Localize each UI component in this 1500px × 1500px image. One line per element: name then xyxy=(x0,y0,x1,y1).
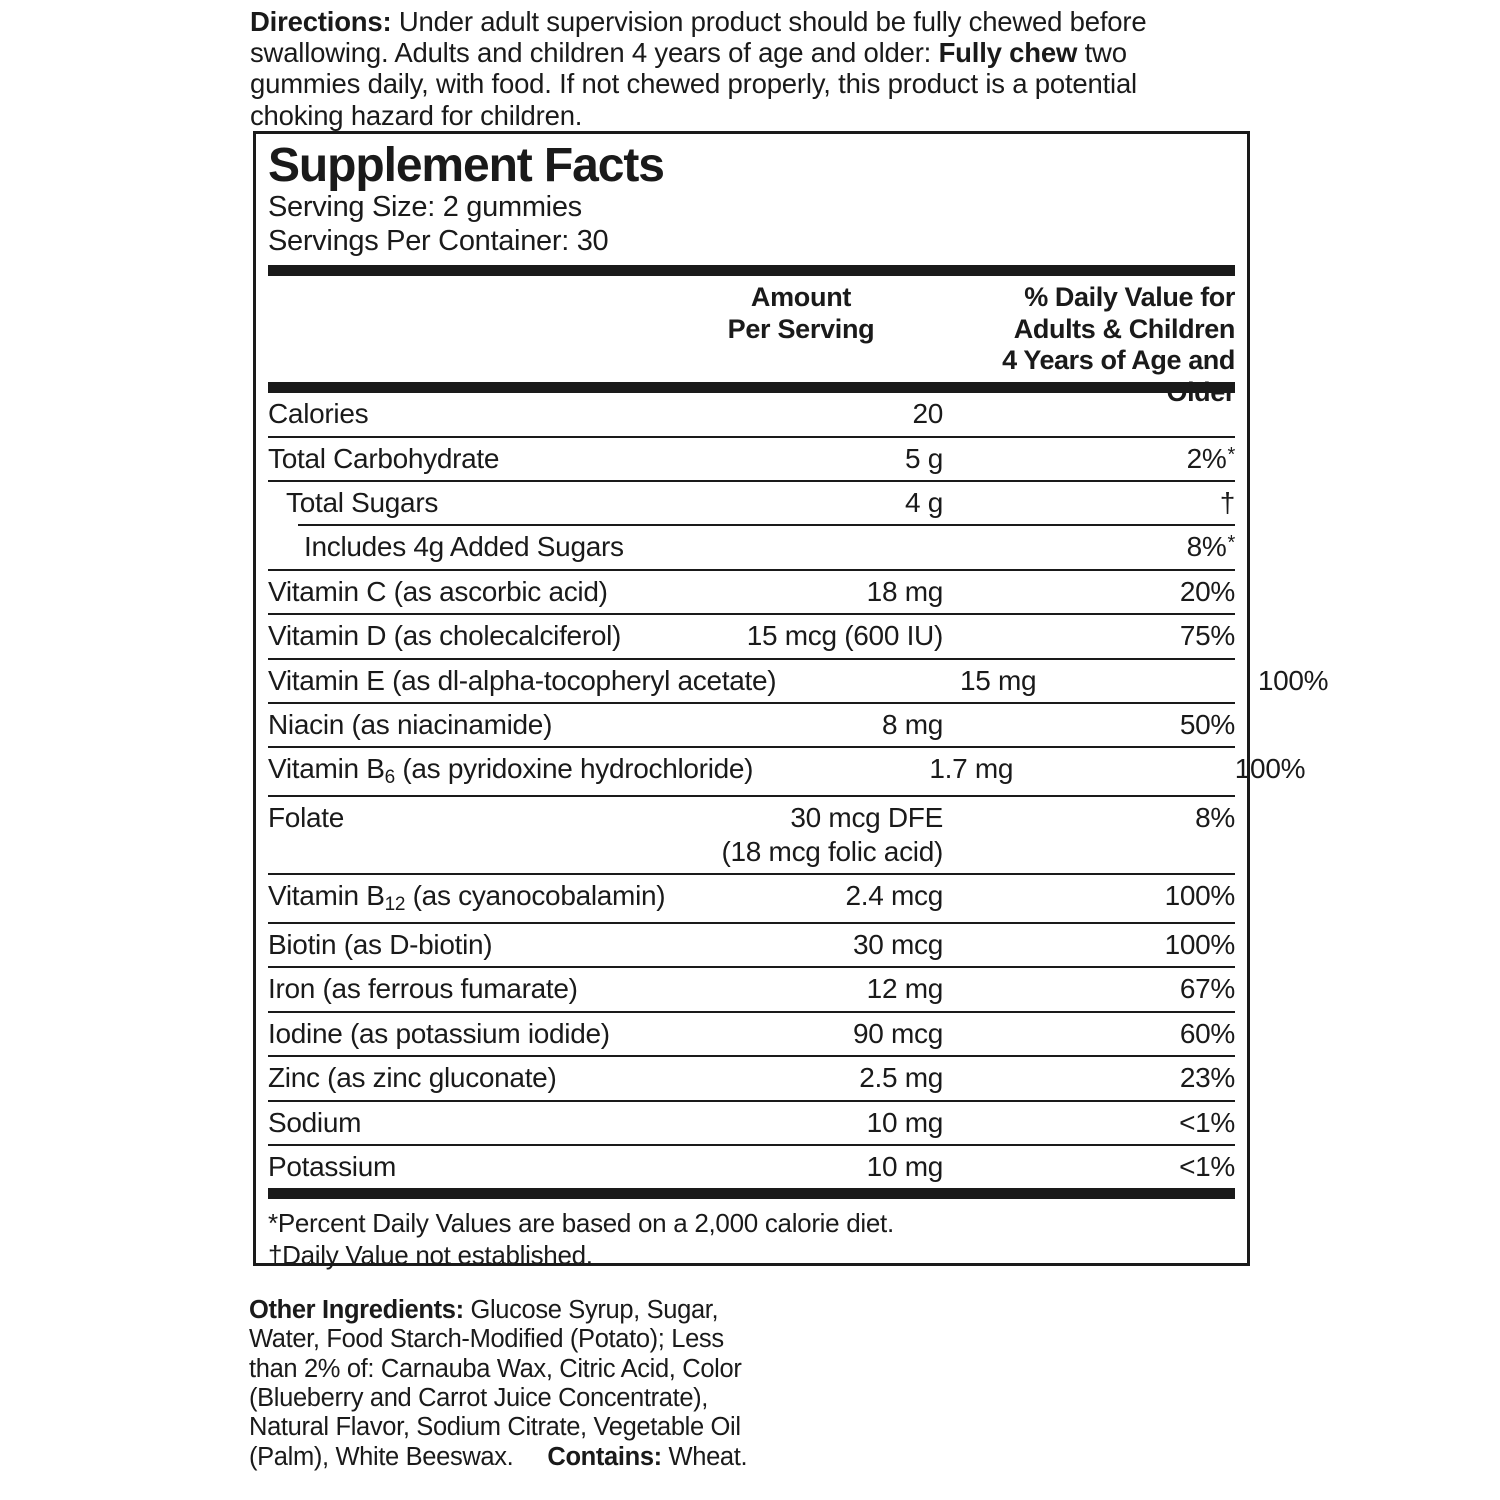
divider-thick-top xyxy=(268,265,1235,276)
nutrient-daily-value: 100% xyxy=(1257,664,1329,696)
nutrient-name: Folate xyxy=(268,802,345,834)
dagger-symbol: † xyxy=(1219,486,1235,518)
other-ingredients-text: Glucose Syrup, Sugar, Water, Food Starch-Modified (Potato); Less than 2% of: Carnauba Wax, Citric Acid, Color (Blueberry and Carrot Juice Concentrate), Natural Flavor, Sodium Citrate, Vegetable Oil (Palm), White Beeswax. xyxy=(249,1296,742,1471)
nutrient-row xyxy=(268,571,1235,613)
nutrient-amount: 12 mg xyxy=(866,973,943,1005)
nutrient-amount: 18 mg xyxy=(866,575,943,607)
nutrient-row xyxy=(268,704,1235,746)
nutrient-daily-value: <1% xyxy=(1179,1106,1235,1138)
amount-column-header xyxy=(667,280,935,378)
nutrient-row xyxy=(268,660,1329,702)
amount-header-line2: Per Serving xyxy=(727,313,875,344)
directions-emphasis: Fully chew xyxy=(938,37,1078,69)
nutrient-amount: 10 mg xyxy=(866,1150,943,1182)
nutrient-name: Iodine (as potassium iodide) xyxy=(268,1017,610,1049)
contains-text: Wheat. xyxy=(661,1442,748,1471)
nutrient-name: Vitamin E (as dl-alpha-tocopheryl acetate) xyxy=(268,664,777,696)
nutrient-daily-value xyxy=(943,488,1235,517)
nutrient-row xyxy=(268,875,1235,922)
nutrient-amount: 15 mg xyxy=(959,664,1037,696)
nutrient-row xyxy=(268,438,1235,480)
nutrient-amount: 8 mg xyxy=(881,708,943,740)
dv-header-line2: Adults & Children xyxy=(1013,313,1235,344)
nutrient-row xyxy=(268,615,1235,657)
nutrient-daily-value: 60% xyxy=(1179,1017,1235,1049)
serving-size: Serving Size: 2 gummies xyxy=(268,190,582,223)
nutrient-amount: 90 mcg xyxy=(852,1017,943,1049)
nutrient-amount: 2.5 mg xyxy=(859,1062,943,1094)
directions-block xyxy=(250,6,1180,131)
nutrient-amount: 4 g xyxy=(904,486,943,518)
divider-thick-bottom xyxy=(268,1188,1235,1199)
nutrient-name: Biotin (as D-biotin) xyxy=(268,928,493,960)
nutrient-row xyxy=(268,1102,1235,1144)
nutrient-daily-value: 100% xyxy=(1164,928,1235,960)
nutrient-name: Total Sugars xyxy=(286,486,439,518)
nutrient-amount: 15 mcg (600 IU) xyxy=(746,620,943,652)
nutrient-name: Vitamin B6 (as pyridoxine hydrochloride) xyxy=(268,753,754,789)
nutrient-name: Vitamin B12 (as cyanocobalamin) xyxy=(268,880,666,916)
subscript: 6 xyxy=(384,767,395,789)
nutrient-amount-secondary: (18 mcg folic acid) xyxy=(721,835,943,867)
nutrient-row xyxy=(268,797,1235,873)
nutrient-amount: 1.7 mg xyxy=(929,753,1014,785)
nutrient-daily-value: 75% xyxy=(1179,620,1235,652)
servings-per-container: Servings Per Container: 30 xyxy=(268,224,609,257)
supplement-facts-panel xyxy=(253,131,1329,1270)
nutrient-row xyxy=(268,748,1306,795)
footnote-line: †Daily Value not established. xyxy=(268,1239,593,1270)
daily-value-column-header xyxy=(935,280,1235,407)
nutrient-daily-value: 8% xyxy=(1195,802,1235,834)
nutrient-daily-value: 100% xyxy=(1164,880,1235,912)
amount-header-line1: Amount xyxy=(750,282,852,313)
other-ingredients-label: Other Ingredients: xyxy=(249,1296,464,1324)
asterisk-symbol: * xyxy=(1227,443,1235,466)
nutrient-daily-value: 23% xyxy=(1179,1062,1235,1094)
nutrient-row xyxy=(268,526,1235,568)
nutrient-daily-value: 50% xyxy=(1179,708,1235,740)
nutrient-name: Vitamin D (as cholecalciferol) xyxy=(268,620,622,652)
nutrient-name: Sodium xyxy=(268,1106,362,1138)
nutrient-amount: 20 xyxy=(912,398,943,430)
nutrient-name: Potassium xyxy=(268,1150,397,1182)
dv-header-line3: 4 Years of Age and Older xyxy=(1002,345,1235,407)
nutrient-name: Total Carbohydrate xyxy=(268,442,500,474)
nutrient-daily-value: <1% xyxy=(1179,1150,1235,1182)
nutrient-daily-value: 2%* xyxy=(1186,442,1235,474)
nutrient-name: Includes 4g Added Sugars xyxy=(304,531,624,563)
nutrient-daily-value: 100% xyxy=(1234,753,1306,785)
other-ingredients-block xyxy=(249,1296,749,1472)
nutrient-rows xyxy=(268,393,1329,1188)
nutrient-daily-value: 20% xyxy=(1179,575,1235,607)
contains-label: Contains: xyxy=(547,1442,662,1471)
nutrient-row xyxy=(268,1013,1235,1055)
column-headers xyxy=(268,276,1235,407)
directions-text-part2: two gummies daily, with food. If not chewed properly, this product is a potential choking hazard for children. xyxy=(250,37,1137,131)
nutrient-row xyxy=(268,968,1235,1010)
nutrient-row xyxy=(268,482,1235,524)
nutrient-row xyxy=(268,1146,1235,1188)
nutrient-daily-value: 67% xyxy=(1179,973,1235,1005)
supplement-facts-title: Supplement Facts xyxy=(268,139,664,192)
footnote-line: *Percent Daily Values are based on a 2,000 calorie diet. xyxy=(268,1208,894,1239)
footnotes xyxy=(268,1199,1235,1270)
nutrient-name: Vitamin C (as ascorbic acid) xyxy=(268,575,608,607)
asterisk-symbol: * xyxy=(1227,532,1235,555)
nutrient-name: Iron (as ferrous fumarate) xyxy=(268,973,578,1005)
nutrient-name: Niacin (as niacinamide) xyxy=(268,708,553,740)
nutrient-row xyxy=(268,1057,1235,1099)
dv-header-line1: % Daily Value for xyxy=(1024,282,1235,313)
subscript: 12 xyxy=(384,894,406,916)
nutrient-amount: 5 g xyxy=(904,442,943,474)
nutrient-name: Zinc (as zinc gluconate) xyxy=(268,1062,557,1094)
nutrient-daily-value: 8%* xyxy=(1186,531,1235,563)
nutrient-amount: 30 mcg xyxy=(852,928,943,960)
nutrient-amount: 10 mg xyxy=(866,1106,943,1138)
nutrient-name: Calories xyxy=(268,398,369,430)
nutrient-row xyxy=(268,924,1235,966)
directions-label: Directions: xyxy=(250,6,392,37)
directions-text-part1: Under adult supervision product should be fully chewed before swallowing. Adults and children 4 years of age and older: xyxy=(250,6,1147,69)
nutrient-amount: 30 mcg DFE (18 mcg folic acid) xyxy=(683,803,943,866)
nutrient-amount: 2.4 mcg xyxy=(845,880,943,912)
